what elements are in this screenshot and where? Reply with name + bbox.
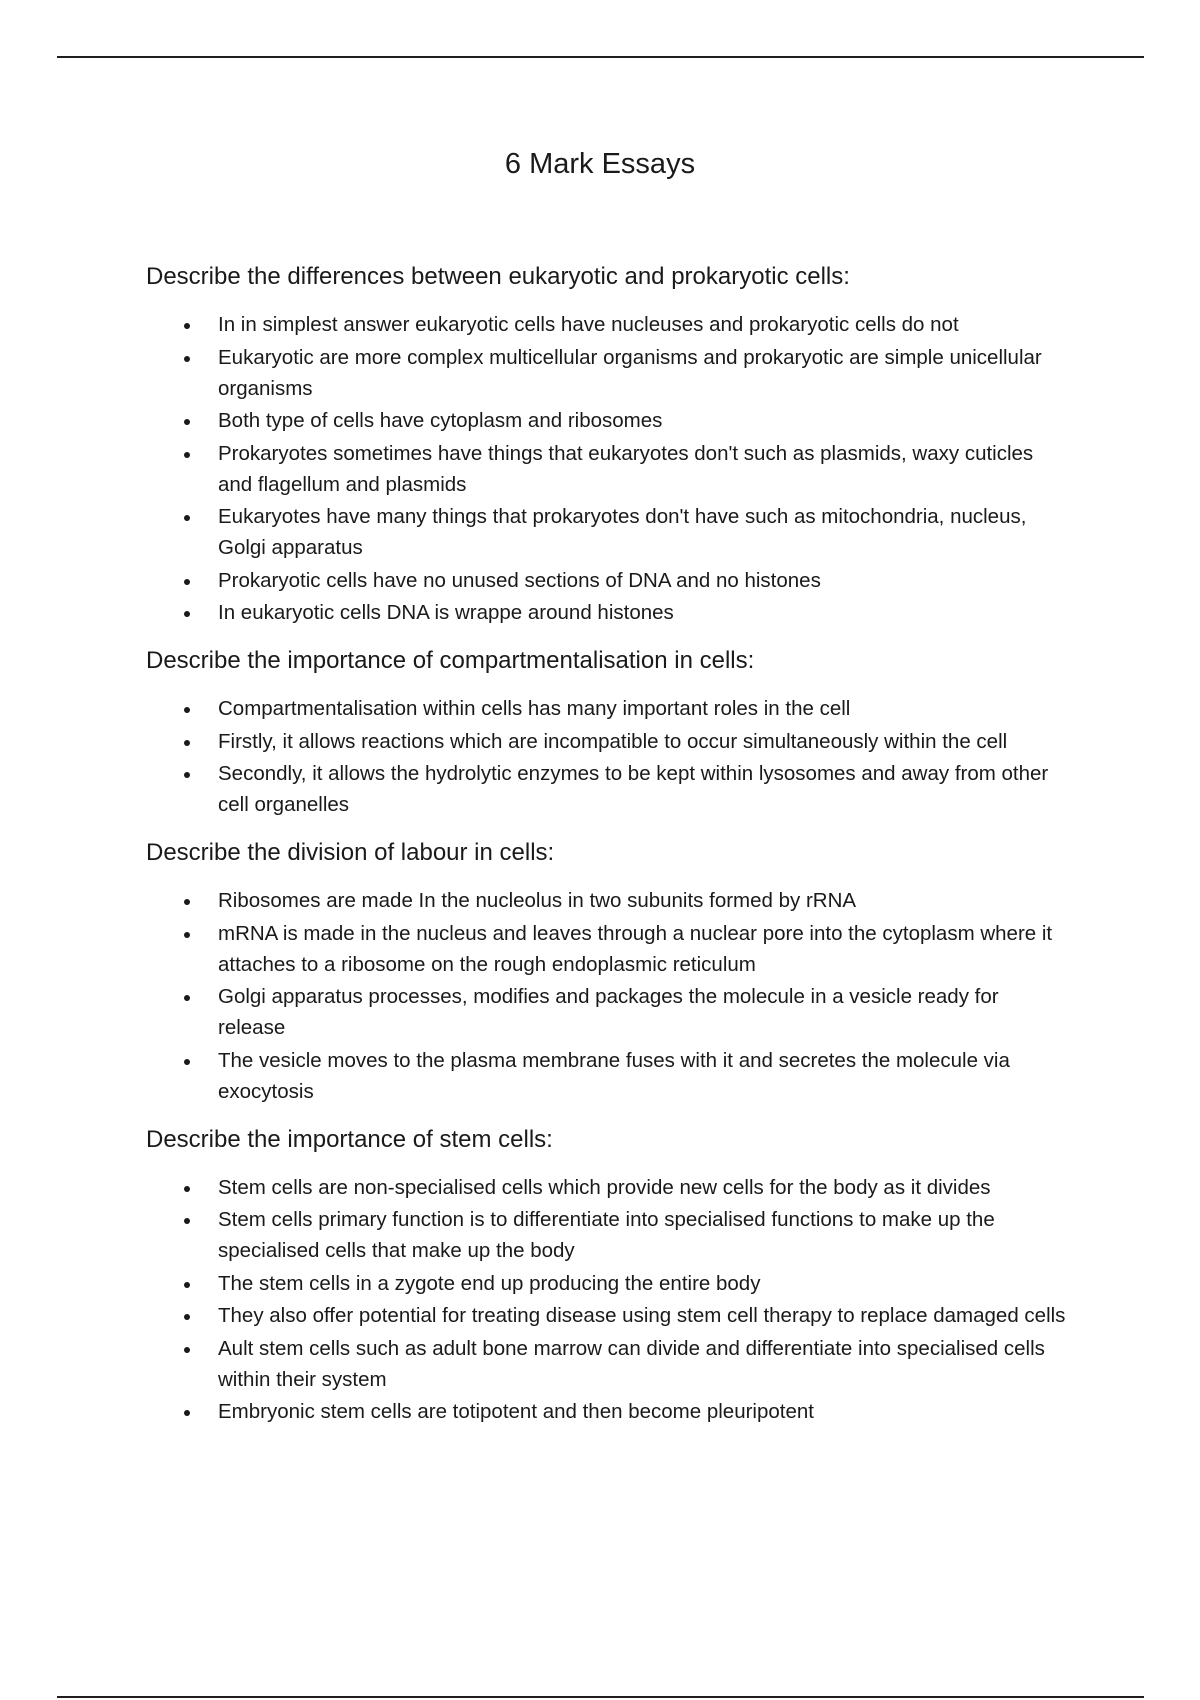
bullet-icon	[184, 356, 190, 362]
bullet-icon	[184, 419, 190, 425]
list-item-text: Compartmentalisation within cells has many important roles in the cell	[218, 697, 851, 720]
list-item-text: Golgi apparatus processes, modifies and packages the molecule in a vesicle ready for release	[218, 985, 999, 1039]
list-item	[146, 1300, 1066, 1331]
list-item-text: Eukaryotic are more complex multicellular organisms and prokaryotic are simple unicellular organisms	[218, 345, 1042, 400]
list-item-text: In eukaryotic cells DNA is wrappe around histones	[218, 601, 674, 624]
bullet-list	[146, 309, 1066, 628]
bullet-icon	[184, 995, 190, 1001]
list-item-text: The stem cells in a zygote end up producing the entire body	[218, 1271, 761, 1295]
bullet-icon	[184, 323, 190, 329]
bullet-icon	[184, 579, 190, 585]
list-item-text: Eukaryotes have many things that prokaryotes don't have such as mitochondria, nucleus, Golgi apparatus	[218, 505, 1027, 559]
bullet-icon	[184, 1186, 190, 1192]
bottom-rule	[57, 1696, 1144, 1698]
list-item	[146, 1045, 1066, 1107]
list-item	[146, 693, 1066, 724]
list-item-text: mRNA is made in the nucleus and leaves through a nuclear pore into the cytoplasm where it attaches to a ribosome on the rough endoplasmic reticulum	[218, 921, 1053, 976]
document-body	[146, 262, 1066, 1445]
list-item	[146, 1268, 1066, 1299]
list-item-text: Ribosomes are made In the nucleolus in two subunits formed by rRNA	[218, 889, 857, 912]
list-item-text: Stem cells primary function is to differentiate into specialised functions to make up the specialised cells that make up the body	[218, 1208, 995, 1262]
bullet-list	[146, 693, 1066, 820]
list-item	[146, 726, 1066, 757]
list-item	[146, 501, 1066, 563]
bullet-icon	[184, 740, 190, 746]
section-heading: Describe the division of labour in cells:	[146, 839, 555, 866]
top-rule	[57, 56, 1144, 58]
list-item	[146, 1396, 1066, 1427]
list-item-text: Ault stem cells such as adult bone marrow can divide and differentiate into specialised cells within their system	[218, 1336, 1045, 1391]
list-item-text: Embryonic stem cells are totipotent and then become pleuripotent	[218, 1400, 814, 1423]
bullet-icon	[184, 772, 190, 778]
list-item	[146, 405, 1066, 436]
list-item-text: Secondly, it allows the hydrolytic enzymes to be kept within lysosomes and away from other cell organelles	[218, 762, 1049, 816]
list-item	[146, 1204, 1066, 1266]
list-item	[146, 342, 1066, 404]
bullet-icon	[184, 1314, 190, 1320]
section-heading: Describe the importance of compartmentalisation in cells:	[146, 647, 755, 674]
list-item	[146, 918, 1066, 980]
list-item	[146, 1333, 1066, 1395]
list-item	[146, 565, 1066, 596]
bullet-icon	[184, 515, 190, 521]
bullet-icon	[184, 452, 190, 458]
list-item	[146, 758, 1066, 820]
bullet-icon	[184, 1282, 190, 1288]
list-item	[146, 981, 1066, 1043]
list-item-text: Prokaryotes sometimes have things that eukaryotes don't such as plasmids, waxy cuticles and flagellum and plasmids	[218, 441, 1034, 496]
list-item-text: Firstly, it allows reactions which are incompatible to occur simultaneously within the cell	[218, 729, 1008, 753]
list-item-text: The vesicle moves to the plasma membrane fuses with it and secretes the molecule via exocytosis	[218, 1048, 1010, 1103]
section-division-of-labour	[146, 838, 1066, 1107]
list-item-text: Prokaryotic cells have no unused sections of DNA and no histones	[218, 568, 821, 592]
section-heading: Describe the importance of stem cells:	[146, 1125, 553, 1153]
list-item	[146, 597, 1066, 628]
bullet-icon	[184, 899, 190, 905]
bullet-list	[146, 885, 1066, 1107]
list-item-text: They also offer potential for treating disease using stem cell therapy to replace damaged cells	[218, 1304, 1066, 1327]
bullet-icon	[184, 1347, 190, 1353]
bullet-icon	[184, 1059, 190, 1065]
bullet-icon	[184, 707, 190, 713]
section-compartmentalisation	[146, 646, 1066, 820]
list-item	[146, 1172, 1066, 1203]
list-item-text: In in simplest answer eukaryotic cells have nucleuses and prokaryotic cells do not	[218, 313, 959, 336]
list-item-text: Stem cells are non-specialised cells which provide new cells for the body as it divides	[218, 1175, 991, 1199]
bullet-list	[146, 1172, 1066, 1428]
bullet-icon	[184, 611, 190, 617]
bullet-icon	[184, 1410, 190, 1416]
section-heading: Describe the differences between eukaryotic and prokaryotic cells:	[146, 263, 850, 290]
list-item	[146, 309, 1066, 340]
list-item-text: Both type of cells have cytoplasm and ribosomes	[218, 409, 663, 432]
bullet-icon	[184, 932, 190, 938]
bullet-icon	[184, 1218, 190, 1224]
list-item	[146, 438, 1066, 500]
section-stem-cells	[146, 1125, 1066, 1428]
document-title: 6 Mark Essays	[504, 148, 696, 180]
list-item	[146, 885, 1066, 916]
section-eukaryotic-vs-prokaryotic	[146, 262, 1066, 628]
